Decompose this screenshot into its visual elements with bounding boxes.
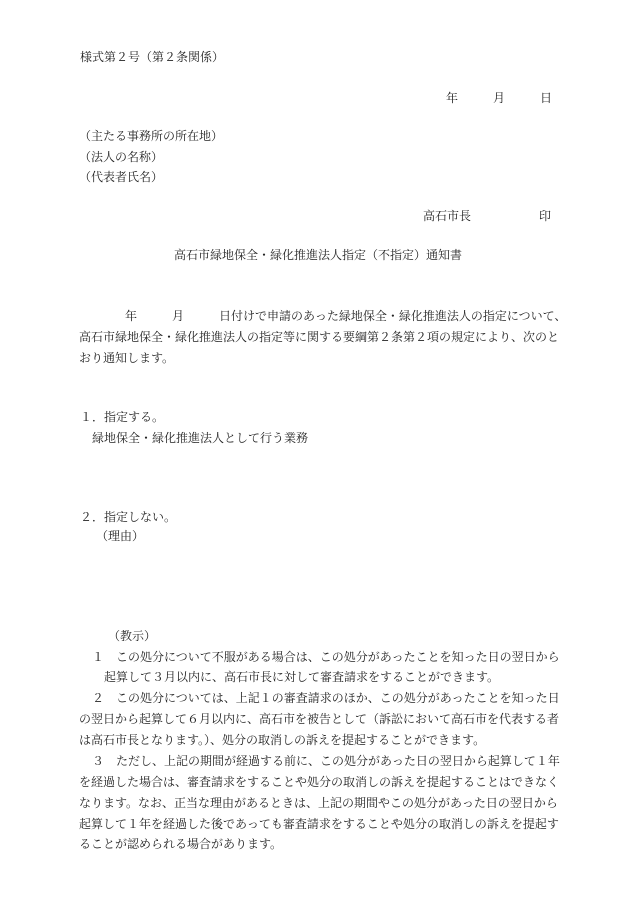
intro-line-3: おり通知します。: [79, 351, 175, 365]
notice-line: を経過した場合は、審査請求をすることや処分の取消しの訴えを提起することはできなく: [79, 775, 560, 789]
seal-mark: 印: [539, 209, 552, 223]
date-month-label: 月: [493, 91, 506, 105]
notice-line: ３ ただし、上記の期間が経過する前に、この処分があった日の翌日から起算して１年: [92, 754, 560, 768]
notice-line: ２ この処分については、上記１の審査請求のほか、この処分があったことを知った日: [92, 691, 560, 705]
recipient-representative-name: （代表者氏名）: [79, 170, 164, 184]
issuer-title: 高石市長: [423, 209, 472, 223]
section-1-heading: １．指定する。: [80, 410, 165, 424]
notice-line: ることが認められる場合があります。: [79, 837, 283, 851]
section-1-detail: 緑地保全・緑化推進法人として行う業務: [92, 431, 309, 445]
notice-line: 起算して１年を経過した後であっても審査請求をすることや処分の取消しの訴えを提起す: [79, 817, 559, 831]
intro-line-1: 日付けで申請のあった緑地保全・緑化推進法人の指定について、: [219, 309, 567, 323]
intro-line-2: 高石市緑地保全・緑化推進法人の指定等に関する要綱第２条第２項の規定により、次のと: [79, 330, 560, 344]
notice-line: 起算して３月以内に、高石市長に対して審査請求をすることができます。: [104, 670, 500, 684]
notice-line: １ この処分について不服がある場合は、この処分があったことを知った日の翌日から: [92, 650, 560, 664]
section-2-detail: （理由）: [96, 529, 145, 543]
date-day-label: 日: [540, 91, 553, 105]
recipient-corporation-name: （法人の名称）: [79, 150, 164, 164]
intro-year-label: 年: [125, 309, 138, 323]
notice-line: なります。なお、正当な理由があるときは、上記の期間やこの処分があった日の翌日から: [79, 796, 558, 810]
intro-month-label: 月: [172, 309, 185, 323]
notice-heading: （教示）: [108, 629, 157, 643]
date-year-label: 年: [446, 91, 459, 105]
form-number: 様式第２号（第２条関係）: [80, 50, 225, 64]
notice-line: の翌日から起算して６月以内に、高石市を被告として（訴訟において高石市を代表する者: [79, 712, 560, 726]
section-2-heading: ２．指定しない。: [80, 510, 177, 524]
document-title: 高石市緑地保全・緑化推進法人指定（不指定）通知書: [174, 248, 463, 262]
notice-line: は高石市長となります。）、処分の取消しの訴えを提起することができます。: [79, 733, 486, 747]
recipient-office-address: （主たる事務所の所在地）: [79, 129, 224, 143]
